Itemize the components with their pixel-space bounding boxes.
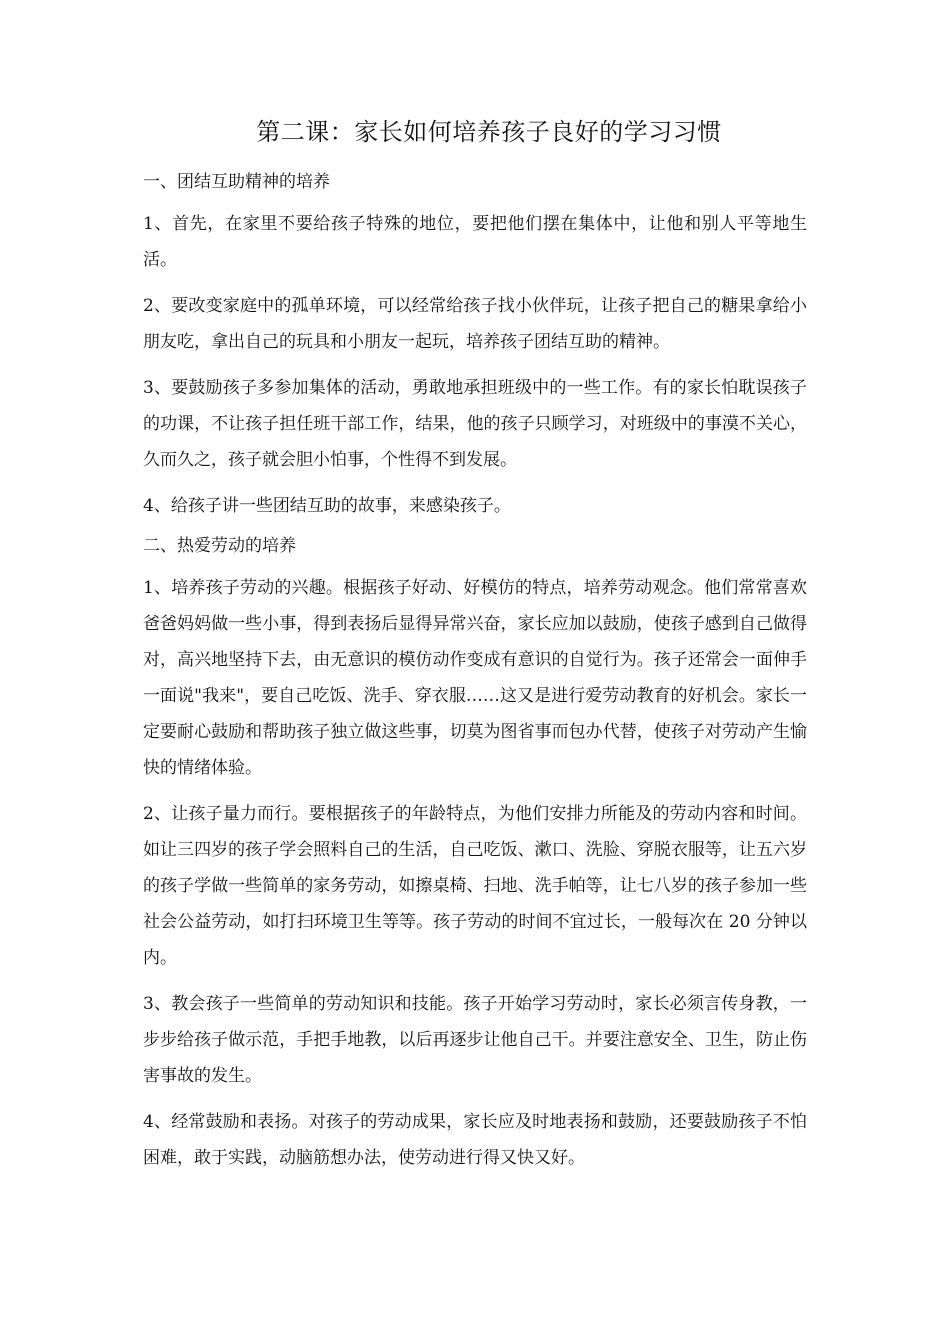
section-labor <box>143 534 807 1176</box>
paragraph: 1、首先，在家里不要给孩子特殊的地位，要把他们摆在集体中，让他和别人平等地生活。 <box>143 214 807 270</box>
section-heading: 一、团结互助精神的培养 <box>143 172 330 192</box>
paragraph: 3、教会孩子一些简单的劳动知识和技能。孩子开始学习劳动时，家长必须言传身教，一步步给孩子做示范，手把手地教，以后再逐步让他自己干。并要注意安全、卫生，防止伤害事故的发生。 <box>143 994 807 1086</box>
section-teamwork <box>143 170 807 524</box>
paragraph: 1、培养孩子劳动的兴趣。根据孩子好动、好模仿的特点，培养劳动观念。他们常常喜欢爸爸妈妈做一些小事，得到表扬后显得异常兴奋，家长应加以鼓励，使孩子感到自己做得对，高兴地坚持下去，由无意识的模仿动作变成有意识的自觉行为。孩子还常会一面伸手一面说"我来"，要自己吃饭、洗手、穿衣服……这又是进行爱劳动教育的好机会。家长一定要耐心鼓励和帮助孩子独立做这些事，切莫为图省事而包办代替，使孩子对劳动产生愉快的情绪体验。 <box>143 578 807 778</box>
paragraph: 4、给孩子讲一些团结互助的故事，来感染孩子。 <box>143 496 511 516</box>
paragraph: 4、经常鼓励和表扬。对孩子的劳动成果，家长应及时地表扬和鼓励，还要鼓励孩子不怕困难，敢于实践，动脑筋想办法，使劳动进行得又快又好。 <box>143 1112 807 1168</box>
paragraph: 2、要改变家庭中的孤单环境，可以经常给孩子找小伙伴玩，让孩子把自己的糖果拿给小朋友吃，拿出自己的玩具和小朋友一起玩，培养孩子团结互助的精神。 <box>143 296 807 352</box>
paragraph: 2、让孩子量力而行。要根据孩子的年龄特点，为他们安排力所能及的劳动内容和时间。如让三四岁的孩子学会照料自己的生活，自己吃饭、漱口、洗脸、穿脱衣服等，让五六岁的孩子学做一些简单的家务劳动，如擦桌椅、扫地、洗手帕等，让七八岁的孩子参加一些社会公益劳动，如打扫环境卫生等等。孩子劳动的时间不宜过长，一般每次在 20 分钟以内。 <box>143 804 807 968</box>
document-page <box>143 112 807 1186</box>
document-title: 第二课：家长如何培养孩子良好的学习习惯 <box>256 118 722 146</box>
section-heading: 二、热爱劳动的培养 <box>143 536 296 556</box>
paragraph: 3、要鼓励孩子多参加集体的活动，勇敢地承担班级中的一些工作。有的家长怕耽误孩子的功课，不让孩子担任班干部工作，结果，他的孩子只顾学习，对班级中的事漠不关心，久而久之，孩子就会胆小怕事，个性得不到发展。 <box>143 378 807 470</box>
